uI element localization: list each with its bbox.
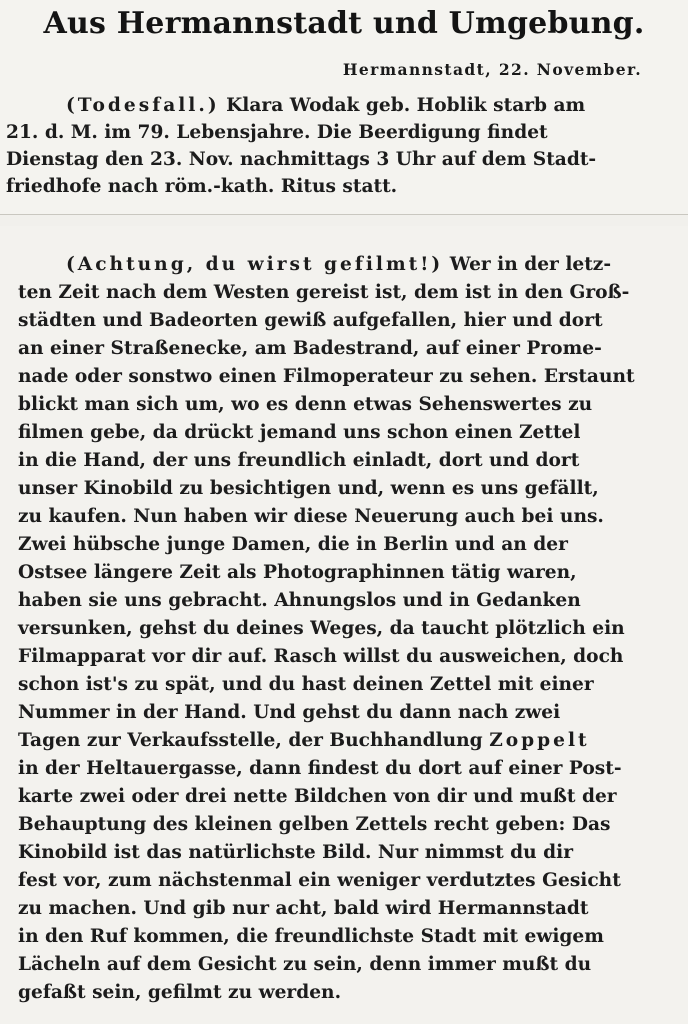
notice-1-keyword: (Todesfall.) xyxy=(66,95,220,116)
notice-2-line-27: gefaßt sein, gefilmt zu werden. xyxy=(18,982,342,1003)
notice-2-line-4: an einer Straßenecke, am Badestrand, auf einer Prome- xyxy=(18,338,602,359)
notice-2-line-25: in den Ruf kommen, die freundlichste Stadt mit ewigem xyxy=(18,926,604,947)
clipping-top xyxy=(0,0,688,215)
dateline: Hermannstadt, 22. November. xyxy=(342,60,642,79)
headline: Aus Hermannstadt und Umgebung. xyxy=(43,6,645,41)
notice-2-line-7: filmen gebe, da drückt jemand uns schon einen Zettel xyxy=(18,422,581,443)
notice-2-line-13: haben sie uns gebracht. Ahnungslos und in Gedanken xyxy=(18,590,581,611)
notice-2-line-9: unser Kinobild zu besichtigen und, wenn es uns gefällt, xyxy=(18,478,599,499)
notice-2-line-2: ten Zeit nach dem Westen gereist ist, dem ist in den Groß- xyxy=(18,282,630,303)
notice-2-line-18: Tagen zur Verkaufsstelle, der Buchhandlung Zoppelt xyxy=(18,730,590,751)
notice-2-line-11: Zwei hübsche junge Damen, die in Berlin und an der xyxy=(18,534,568,555)
notice-2-line-23: fest vor, zum nächstenmal ein weniger verdutztes Gesicht xyxy=(18,870,621,891)
notice-2-line-26: Lächeln auf dem Gesicht zu sein, denn immer mußt du xyxy=(18,954,592,975)
notice-1-line-2: 21. d. M. im 79. Lebensjahre. Die Beerdigung findet xyxy=(6,122,548,143)
notice-2-line-15: Filmapparat vor dir auf. Rasch willst du ausweichen, doch xyxy=(18,646,624,667)
notice-2-line-21: Behauptung des kleinen gelben Zettels recht geben: Das xyxy=(18,814,611,835)
notice-2-line-19: in der Heltauergasse, dann findest du dort auf einer Post- xyxy=(18,758,622,779)
notice-2-line-1: (Achtung, du wirst gefilmt!) Wer in der letz- xyxy=(66,254,612,275)
notice-2-line-20: karte zwei oder drei nette Bildchen von dir und mußt der xyxy=(18,786,617,807)
notice-2-line-6: blickt man sich um, wo es denn etwas Sehenswertes zu xyxy=(18,394,593,415)
notice-2-line-14: versunken, gehst du deines Weges, da taucht plötzlich ein xyxy=(18,618,625,639)
notice-1-line-3: Dienstag den 23. Nov. nachmittags 3 Uhr auf dem Stadt- xyxy=(6,149,597,170)
notice-1-line-4: friedhofe nach röm.-kath. Ritus statt. xyxy=(6,176,398,197)
notice-2-line-16: schon ist's zu spät, und du hast deinen Zettel mit einer xyxy=(18,674,594,695)
notice-2-keyword: (Achtung, du wirst gefilmt!) xyxy=(66,254,444,275)
notice-2-line-17: Nummer in der Hand. Und gehst du dann nach zwei xyxy=(18,702,561,723)
notice-2-line-10: zu kaufen. Nun haben wir diese Neuerung auch bei uns. xyxy=(18,506,604,527)
notice-2-line-5: nade oder sonstwo einen Filmoperateur zu sehen. Erstaunt xyxy=(18,366,635,387)
notice-1-line-1: (Todesfall.) Klara Wodak geb. Hoblik starb am xyxy=(66,95,586,116)
notice-2-line-3: städten und Badeorten gewiß aufgefallen, hier und dort xyxy=(18,310,603,331)
notice-2-line-22: Kinobild ist das natürlichste Bild. Nur nimmst du dir xyxy=(18,842,574,863)
bookshop-name: Zoppelt xyxy=(489,730,590,751)
notice-2-line-12: Ostsee längere Zeit als Photographinnen tätig waren, xyxy=(18,562,577,583)
notice-2-line-24: zu machen. Und gib nur acht, bald wird Hermannstadt xyxy=(18,898,589,919)
notice-2-line-8: in die Hand, der uns freundlich einladt, dort und dort xyxy=(18,450,580,471)
